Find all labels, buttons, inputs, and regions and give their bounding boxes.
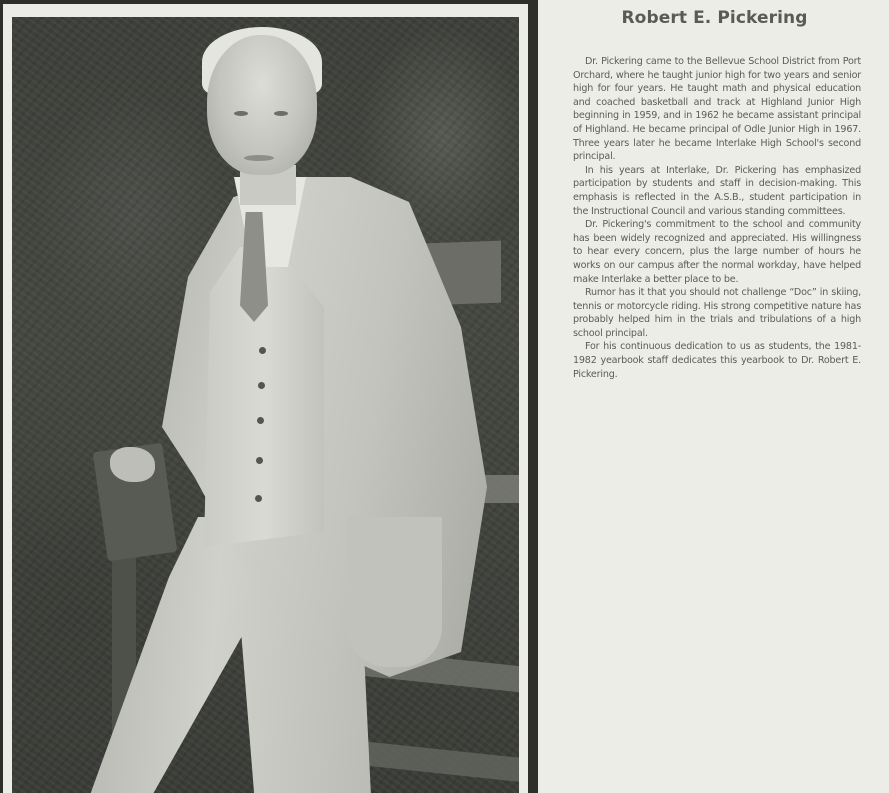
vest-button: [258, 382, 265, 389]
portrait-photo: [12, 17, 519, 793]
paragraph: Dr. Pickering's commitment to the school and community has been widely recognized and appreciated. His willingness to hear every concern, plus the large number of hours he works on our campus after the normal workday, have helped make Interlake a better place to be.: [573, 219, 861, 285]
vest-button: [257, 417, 264, 424]
paragraph: Dr. Pickering came to the Bellevue School District from Port Orchard, where he taught junior high for two years and senior high for four years. He taught math and physical education and coached basketball and track at Highland Junior High beginning in 1959, and in 1962 he became assistant principal of Highland. He became principal of Odle Junior High in 1967. Three years later he became Interlake High School's second principal.: [573, 56, 861, 163]
paragraph: For his continuous dedication to us as students, the 1981-1982 yearbook staff dedicates this yearbook to Dr. Robert E. Pickering.: [573, 341, 861, 380]
vest-button: [255, 495, 262, 502]
vest-button: [259, 347, 266, 354]
face: [207, 35, 317, 175]
paragraph: In his years at Interlake, Dr. Pickering has emphasized participation by students and staff in decision-making. This emphasis is reflected in the A.S.B., student participation in the Instructional Council and various standing committees.: [573, 164, 861, 217]
hand-on-railing: [110, 447, 155, 482]
right-eye: [274, 111, 288, 116]
jacket-pocket: [347, 517, 442, 667]
text-page: [540, 0, 889, 793]
page-title: Robert E. Pickering: [621, 8, 808, 28]
left-eye: [234, 111, 248, 116]
dedication-article: [573, 55, 861, 381]
mouth: [244, 155, 274, 161]
man-figure: [12, 17, 519, 793]
paragraph: Rumor has it that you should not challenge “Doc” in skiing, tennis or motorcycle riding. His strong competitive nature has probably helped him in the trials and tribulations of a high school principal.: [573, 287, 861, 339]
vest-button: [256, 457, 263, 464]
